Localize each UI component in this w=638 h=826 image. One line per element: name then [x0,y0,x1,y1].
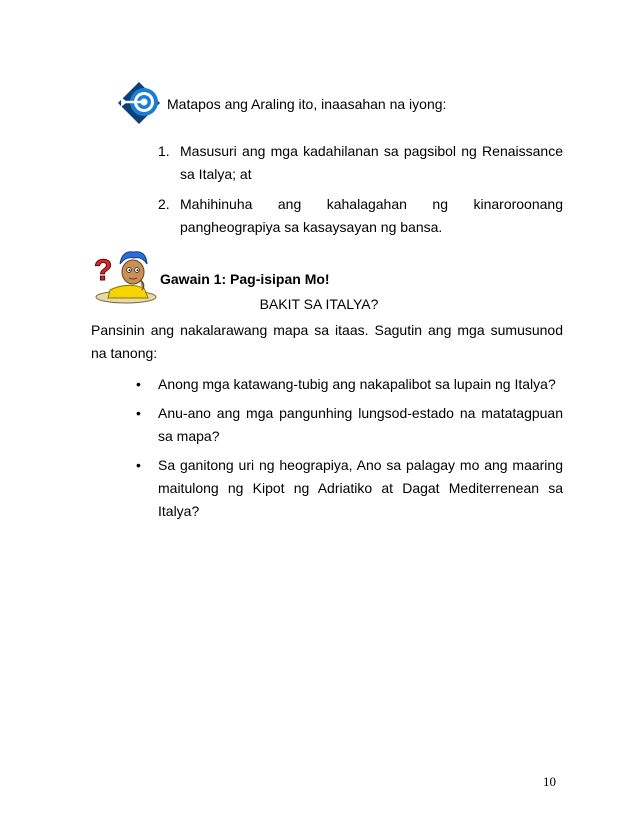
bullet: • [136,405,141,421]
questions-list [136,373,563,529]
target-arrow-icon [116,80,162,126]
question-text: Anong mga katawang-tubig ang nakapalibot sa lupain ng Italya? [158,376,556,392]
activity-title: Gawain 1: Pag-isipan Mo! [160,271,330,287]
objectives-list [158,140,563,246]
question-text: Anu-ano ang mga pangunhing lungsod-estado na matatagpuan sa mapa? [158,405,563,444]
objective-text: Mahihinuha ang kahalagahan ng kinaroroonang pangheograpiya sa kasaysayan ng bansa. [180,196,563,235]
lesson-intro: Matapos ang Araling ito, inaasahan na iyong: [167,96,447,112]
objective-number: 2. [158,196,170,212]
objective-text: Masusuri ang mga kadahilanan sa pagsibol ng Renaissance sa Italya; at [180,143,563,182]
question-text: Sa ganitong uri ng heograpiya, Ano sa palagay mo ang maaring maitulong ng Kipot ng Adriatiko at Dagat Mediterrenean sa Italya? [158,457,563,519]
question-item [136,402,563,448]
svg-text:?: ? [94,254,113,287]
objective-number: 1. [158,143,170,159]
instructions-paragraph: Pansinin ang nakalarawang mapa sa itaas. Sagutin ang mga sumusunod na tanong: [91,322,563,361]
bullet: • [136,457,141,473]
activity-subtitle: BAKIT SA ITALYA? [259,296,379,312]
objective-item [158,140,563,186]
objective-item [158,193,563,239]
bullet: • [136,376,141,392]
question-item [136,454,563,523]
question-item [136,373,563,396]
page-number: 10 [543,774,556,789]
